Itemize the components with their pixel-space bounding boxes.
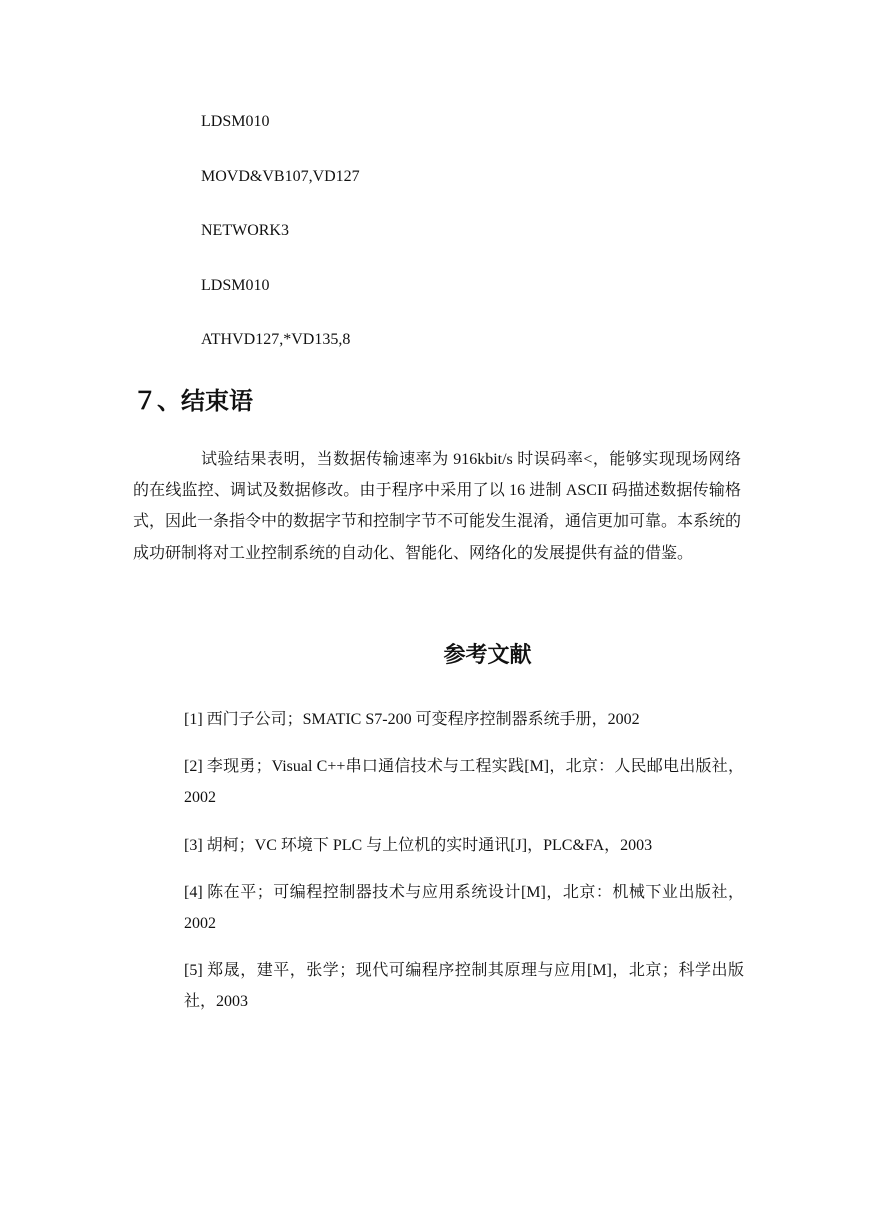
- code-line: LDSM010: [201, 276, 270, 294]
- reference-item: [4] 陈在平；可编程控制器技术与应用系统设计[M]，北京：机械下业出版社，2002: [184, 883, 744, 933]
- reference-list: [184, 704, 744, 1034]
- reference-item: [3] 胡柯；VC 环境下 PLC 与上位机的实时通讯[J]，PLC&FA，2003: [184, 836, 653, 854]
- reference-item: [1] 西门子公司；SMATIC S7-200 可变程序控制器系统手册，2002: [184, 711, 640, 728]
- code-line: MOVD&VB107,VD127: [201, 167, 360, 185]
- code-line: ATHVD127,*VD135,8: [201, 331, 351, 349]
- code-line: NETWORK3: [201, 222, 289, 240]
- section-heading-conclusion: ７、结束语: [133, 387, 253, 415]
- references-title: 参考文献: [443, 643, 532, 668]
- code-line: LDSM010: [201, 113, 270, 130]
- code-listing: [201, 112, 761, 385]
- reference-item: [2] 李现勇；Visual C++串口通信技术与工程实践[M]，北京：人民邮电出版社，2002: [184, 758, 744, 807]
- conclusion-paragraph: 试验结果表明，当数据传输速率为 916kbit/s 时误码率<，能够实现现场网络的在线监控、调试及数据修改。由于程序中采用了以 16 进制 ASCII 码描述数据传输格式，因此一条指令中的数据字节和控制字节不可能发生混淆，通信更加可靠。本系统的成功研制将对工业控制系统的自动化、智能化、网络化的发展提供有益的借鉴。: [133, 451, 742, 562]
- reference-item: [5] 郑晟，建平，张学；现代可编程序控制其原理与应用[M]，北京；科学出版社，2003: [184, 962, 744, 1011]
